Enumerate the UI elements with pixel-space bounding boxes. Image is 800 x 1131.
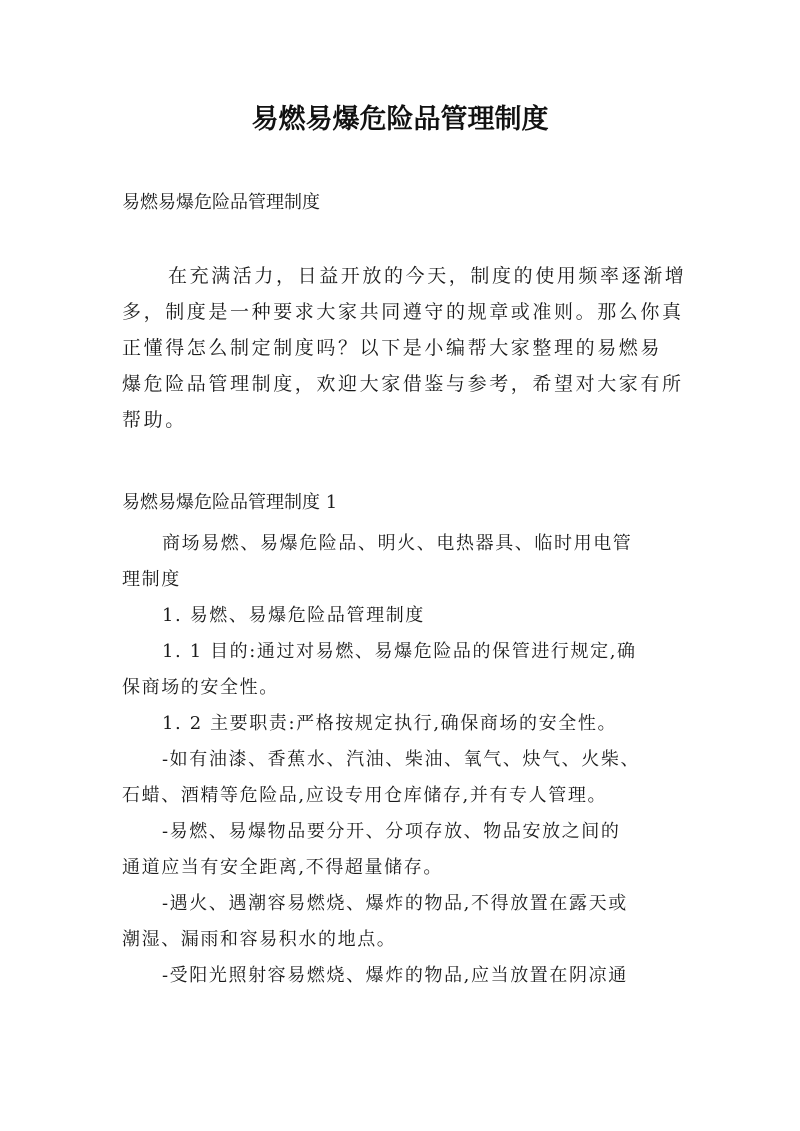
body-line: 商场易燃、易爆危险品、明火、电热器具、临时用电管 bbox=[162, 533, 633, 554]
body-line: -如有油漆、香蕉水、汽油、柴油、氧气、炔气、火柴、 bbox=[162, 749, 641, 770]
intro-line: 多，制度是一种要求大家共同遵守的规章或准则。那么你真 bbox=[122, 301, 684, 323]
body-line: 保商场的安全性。 bbox=[122, 677, 279, 698]
body-line: 1. 1 目的:通过对易燃、易爆危险品的保管进行规定,确 bbox=[162, 641, 637, 662]
document-subheading: 易燃易爆危险品管理制度 bbox=[122, 192, 320, 213]
body-line: -易燃、易爆物品要分开、分项存放、物品安放之间的 bbox=[162, 821, 621, 842]
intro-line: 在充满活力，日益开放的今天，制度的使用频率逐渐增 bbox=[168, 265, 687, 287]
section-heading: 易燃易爆危险品管理制度 1 bbox=[122, 492, 338, 513]
body-line: -遇火、遇潮容易燃烧、爆炸的物品,不得放置在露天或 bbox=[162, 893, 628, 914]
body-line: 1. 易燃、易爆危险品管理制度 bbox=[162, 605, 425, 626]
body-line: 石蜡、酒精等危险品,应设专用仓库储存,并有专人管理。 bbox=[122, 785, 608, 806]
body-line: 通道应当有安全距离,不得超量储存。 bbox=[122, 857, 443, 878]
intro-line: 正懂得怎么制定制度吗？以下是小编帮大家整理的易燃易 bbox=[122, 337, 663, 359]
body-line: 潮湿、漏雨和容易积水的地点。 bbox=[122, 929, 397, 950]
section-body bbox=[122, 526, 702, 994]
intro-paragraph bbox=[122, 258, 702, 438]
document-title: 易燃易爆危险品管理制度 bbox=[251, 104, 549, 135]
intro-line: 爆危险品管理制度，欢迎大家借鉴与参考，希望对大家有所 bbox=[122, 373, 684, 395]
body-line: 1. 2 主要职责:严格按规定执行,确保商场的安全性。 bbox=[162, 713, 618, 734]
body-line: 理制度 bbox=[122, 569, 181, 590]
body-line: -受阳光照射容易燃烧、爆炸的物品,应当放置在阴凉通 bbox=[162, 965, 628, 986]
intro-line: 帮助。 bbox=[122, 409, 187, 431]
